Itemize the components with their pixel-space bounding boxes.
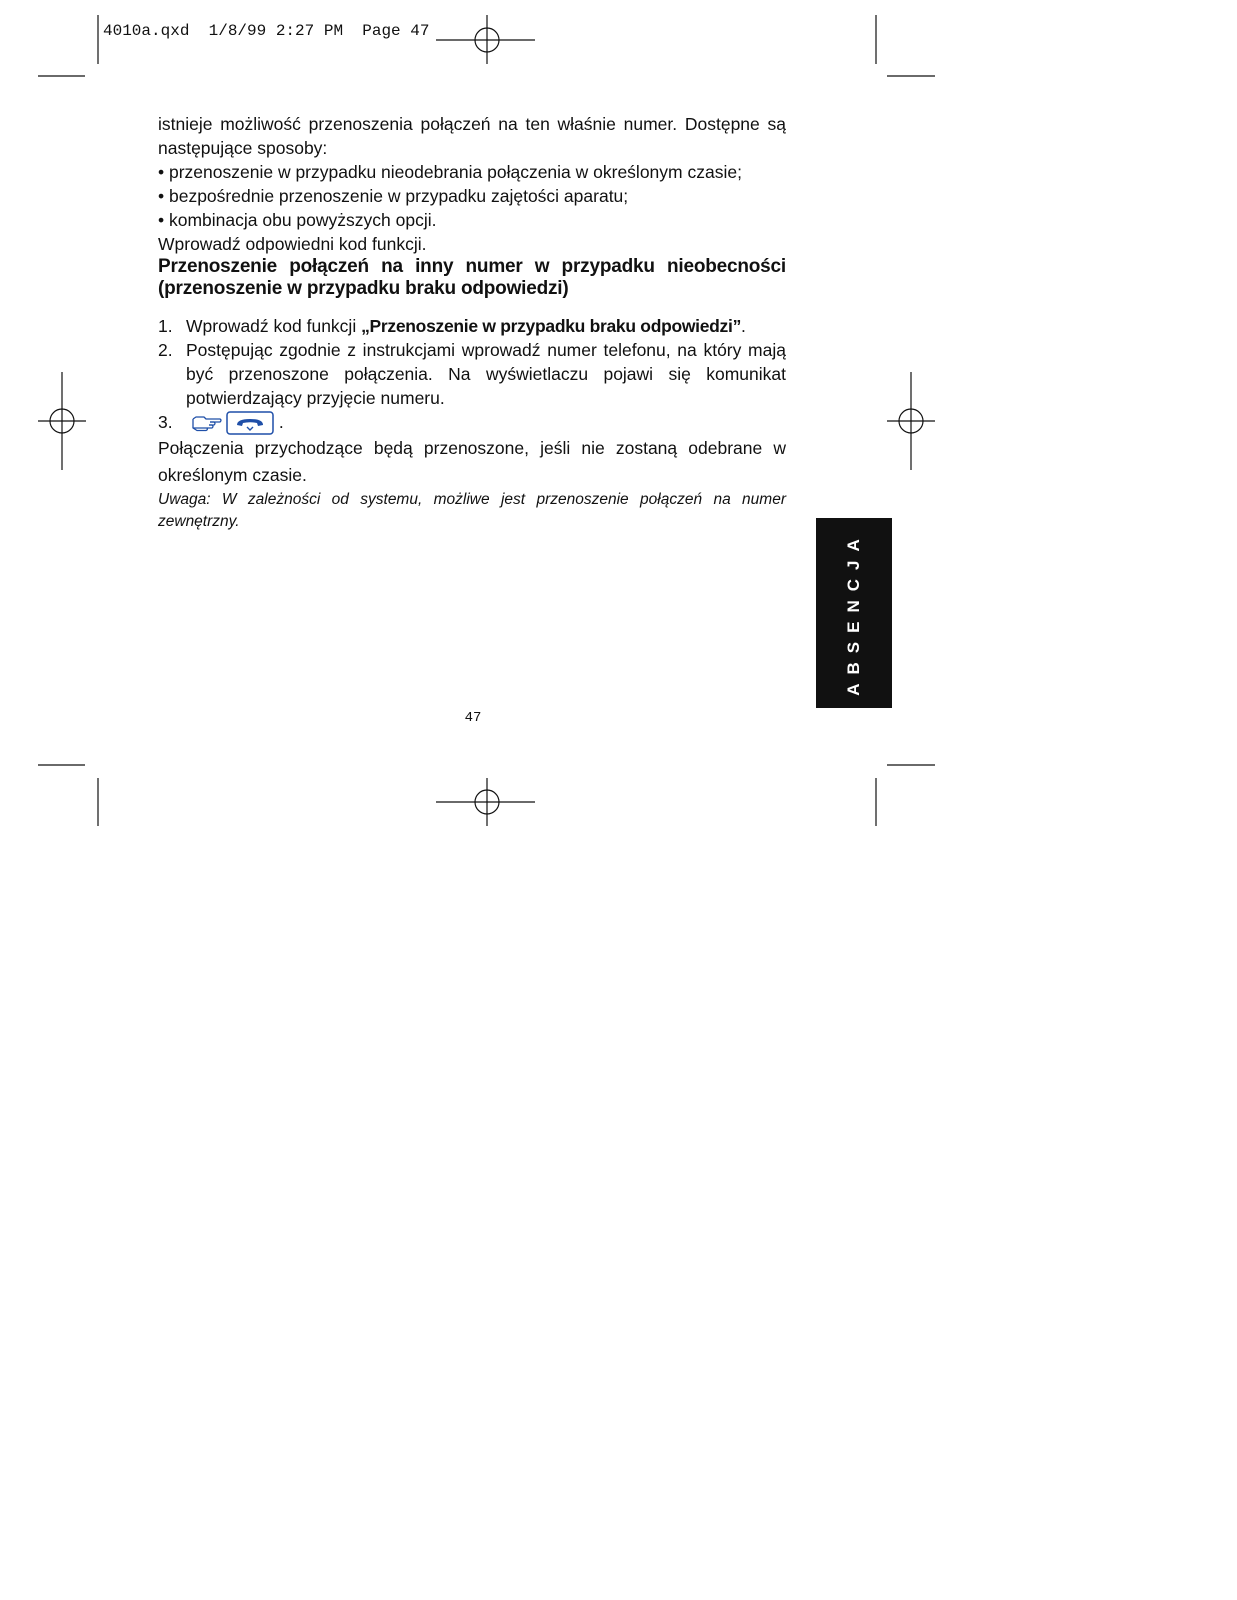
step-text: [186, 314, 786, 338]
page-body: [158, 112, 786, 533]
result-paragraph: Połączenia przychodzące będą przenoszone, jeśli nie zostaną odebrane w określonym czasie.: [158, 438, 786, 486]
step-text: Postępując zgodnie z instrukcjami wprowadź numer telefonu, na który mają być przenoszone połączenia. Na wyświetlaczu pojawi się komunikat potwierdzający przyjęcie numeru.: [186, 340, 786, 408]
handset-hangup-icon: [226, 411, 274, 435]
hand-press-icon: [190, 413, 224, 433]
steps-list: [158, 314, 786, 435]
note-text: Uwaga: W zależności od systemu, możliwe jest przenoszenie połączeń na numer zewnętrzny.: [158, 491, 786, 531]
page-number: 47: [464, 710, 482, 726]
step-item: [158, 410, 786, 435]
step-item: [158, 338, 786, 410]
bullet-item: • bezpośrednie przenoszenie w przypadku zajętości aparatu;: [158, 186, 629, 206]
step-number: 1.: [158, 316, 173, 336]
intro-closing: Wprowadź odpowiedni kod funkcji.: [158, 234, 427, 254]
step-text-post: .: [278, 412, 284, 432]
step-number: 3.: [158, 412, 173, 432]
intro-block: [158, 112, 786, 256]
function-name: „Przenoszenie w przypadku braku odpowiedzi”: [361, 316, 742, 336]
section-tab: [816, 518, 892, 708]
step-text-pre: Wprowadź kod funkcji: [186, 316, 362, 336]
step-item: [158, 314, 786, 338]
step-number: 2.: [158, 340, 173, 360]
section-heading: Przenoszenie połączeń na inny numer w przypadku nieobecności (przenoszenie w przypadku braku odpowiedzi): [158, 256, 786, 299]
bullet-item: • kombinacja obu powyższych opcji.: [158, 210, 437, 230]
step-text: [186, 410, 786, 435]
step-text-post: .: [741, 316, 746, 336]
intro-paragraph: istnieje możliwość przenoszenia połączeń na ten właśnie numer. Dostępne są następujące sposoby:: [158, 114, 786, 158]
key-sequence: [190, 411, 274, 435]
section-tab-label: ABSENCJA: [844, 530, 863, 696]
file-slug: 4010a.qxd 1/8/99 2:27 PM Page 47: [103, 22, 430, 40]
bullet-item: • przenoszenie w przypadku nieodebrania połączenia w określonym czasie;: [158, 162, 742, 182]
